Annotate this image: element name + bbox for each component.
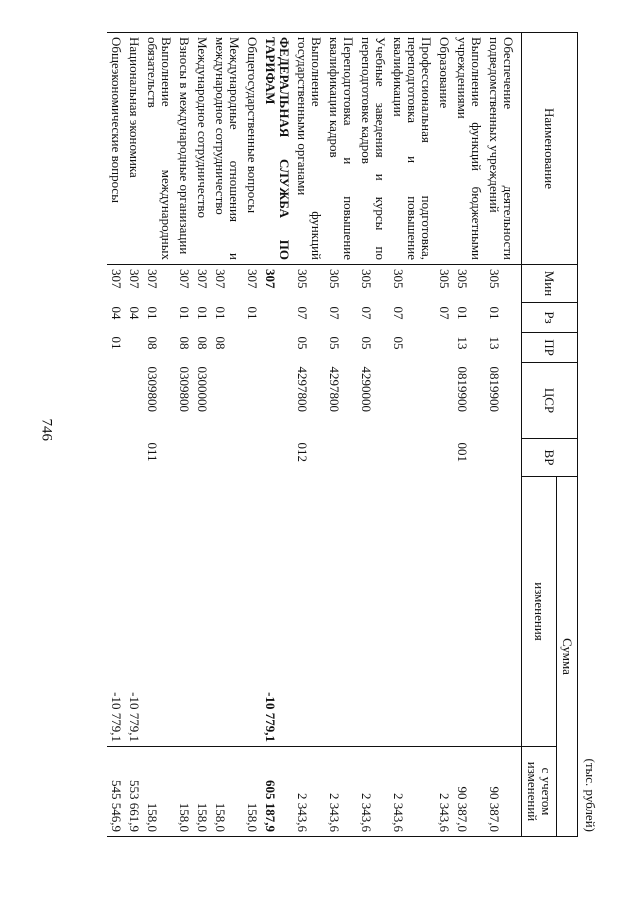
row-rz: 07 [295, 306, 310, 320]
table-row [125, 33, 143, 837]
row-csr [107, 363, 125, 439]
row-rz: 01 [145, 306, 160, 320]
row-name: Общеэкономические вопросы [107, 33, 125, 265]
row-vr [125, 439, 143, 477]
row-rz: 07 [327, 306, 342, 320]
row-rz [261, 303, 293, 333]
row-pr: 08 [145, 336, 160, 350]
row-total: 90 387,0 [453, 747, 485, 837]
row-csr [125, 363, 143, 439]
row-min: 307 [263, 269, 278, 289]
row-csr: 4290000 [359, 366, 374, 412]
table-row [193, 33, 211, 837]
row-vr [243, 439, 261, 477]
row-rz: 07 [359, 306, 374, 320]
row-csr: 4297800 [327, 366, 342, 412]
row-vr [435, 439, 453, 477]
row-pr: 08 [177, 336, 192, 350]
header-rz: Рз [522, 303, 578, 333]
row-pr: 05 [391, 336, 406, 350]
row-rz: 01 [455, 306, 470, 320]
row-changes [325, 477, 357, 747]
row-changes: -10 779,1 [261, 477, 293, 747]
table-row [485, 33, 522, 837]
row-csr: 0300000 [195, 366, 210, 412]
header-sum: Сумма [557, 477, 578, 837]
row-name: Учебные заведения и курсы по переподготовке кадров [357, 33, 389, 265]
row-total: 553 661,9 [125, 747, 143, 837]
row-min: 305 [359, 269, 374, 289]
row-total: 158,0 [175, 747, 193, 837]
row-pr: 05 [327, 336, 342, 350]
row-csr: 4297800 [295, 366, 310, 412]
row-rz: 01 [177, 306, 192, 320]
budget-table [107, 32, 578, 837]
row-vr: 011 [145, 442, 160, 462]
row-pr: 01 [109, 336, 124, 350]
row-csr [243, 363, 261, 439]
row-rz: 01 [487, 306, 502, 320]
row-min: 305 [437, 269, 452, 289]
row-pr [261, 333, 293, 363]
row-changes [389, 477, 435, 747]
table-row [175, 33, 193, 837]
table-row [107, 33, 125, 837]
row-min: 307 [177, 269, 192, 289]
row-vr [193, 439, 211, 477]
row-csr [261, 363, 293, 439]
row-min: 307 [245, 269, 260, 289]
header-csr: ЦСР [522, 363, 578, 439]
row-csr [435, 363, 453, 439]
row-name: ФЕДЕРАЛЬНАЯ СЛУЖБА ПО ТАРИФАМ [261, 33, 293, 265]
row-rz: 01 [213, 306, 228, 320]
row-total: 158,0 [143, 747, 175, 837]
row-changes [293, 477, 325, 747]
row-pr: 13 [487, 336, 502, 350]
row-min: 307 [213, 269, 228, 289]
row-changes: -10 779,1 [125, 477, 143, 747]
row-name: Общегосударственные вопросы [243, 33, 261, 265]
row-pr: 13 [455, 336, 470, 350]
row-min: 305 [295, 269, 310, 289]
table-row [293, 33, 325, 837]
row-vr [175, 439, 193, 477]
row-min: 305 [391, 269, 406, 289]
row-name: Международные отношения и международное сотрудничество [211, 33, 243, 265]
row-name: Национальная экономика [125, 33, 143, 265]
row-name: Обеспечение деятельности подведомственных учреждений [485, 33, 522, 265]
row-csr: 0309800 [177, 366, 192, 412]
row-total: 90 387,0 [485, 747, 522, 837]
row-pr: 05 [359, 336, 374, 350]
row-total: 605 187,9 [261, 747, 293, 837]
row-name: Международное сотрудничество [193, 33, 211, 265]
row-min: 307 [145, 269, 160, 289]
row-changes [357, 477, 389, 747]
row-pr: 08 [195, 336, 210, 350]
row-name: Выполнение функций бюджетными учреждениями [453, 33, 485, 265]
row-total: 2 343,6 [293, 747, 325, 837]
header-row-1 [557, 33, 578, 837]
row-vr: 001 [455, 442, 470, 462]
row-rz: 07 [437, 306, 452, 320]
row-pr: 05 [295, 336, 310, 350]
row-name: Профессиональная подготовка, переподготовка и повышение квалификации [389, 33, 435, 265]
row-rz: 04 [109, 306, 124, 320]
row-vr [261, 439, 293, 477]
row-csr: 0819900 [487, 366, 502, 412]
table-body [107, 33, 522, 837]
page-number: 746 [38, 418, 55, 441]
row-name: Взносы в международные организации [175, 33, 193, 265]
header-changes: изменения [522, 477, 557, 747]
row-rz: 01 [245, 306, 260, 320]
row-pr: 08 [213, 336, 228, 350]
table-row [325, 33, 357, 837]
row-vr: 012 [295, 442, 310, 462]
row-changes [175, 477, 193, 747]
header-with-changes: с учетом изменений [522, 747, 557, 837]
row-vr [357, 439, 389, 477]
row-changes [143, 477, 175, 747]
row-changes [453, 477, 485, 747]
table-row [389, 33, 435, 837]
header-name: Наименование [522, 33, 578, 265]
row-name: Образование [435, 33, 453, 265]
row-csr [211, 363, 243, 439]
table-row [243, 33, 261, 837]
row-pr [435, 333, 453, 363]
row-csr: 0309800 [145, 366, 160, 412]
row-rz: 07 [391, 306, 406, 320]
row-total: 158,0 [193, 747, 211, 837]
row-total: 2 343,6 [389, 747, 435, 837]
row-rz: 01 [195, 306, 210, 320]
table-row [357, 33, 389, 837]
row-changes [193, 477, 211, 747]
row-vr [389, 439, 435, 477]
header-pr: ПР [522, 333, 578, 363]
row-min: 305 [455, 269, 470, 289]
row-csr [389, 363, 435, 439]
row-vr [325, 439, 357, 477]
row-total: 158,0 [211, 747, 243, 837]
header-min: Мин [522, 265, 578, 303]
row-changes [243, 477, 261, 747]
row-total: 158,0 [243, 747, 261, 837]
row-vr [107, 439, 125, 477]
row-changes [211, 477, 243, 747]
table-row [143, 33, 175, 837]
row-min: 307 [195, 269, 210, 289]
row-changes [485, 477, 522, 747]
row-total: 2 343,6 [435, 747, 453, 837]
table-row [453, 33, 485, 837]
units-note: (тыс. рублей) [583, 758, 598, 832]
row-vr [485, 439, 522, 477]
row-total: 2 343,6 [357, 747, 389, 837]
row-min: 305 [327, 269, 342, 289]
row-name: Переподготовка и повышение квалификации кадров [325, 33, 357, 265]
row-rz: 04 [127, 306, 142, 320]
row-changes: -10 779,1 [107, 477, 125, 747]
table-row [435, 33, 453, 837]
row-pr [243, 333, 261, 363]
row-min: 307 [109, 269, 124, 289]
row-min: 307 [127, 269, 142, 289]
row-total: 2 343,6 [325, 747, 357, 837]
table-row [261, 33, 293, 837]
row-pr [125, 333, 143, 363]
row-total: 545 546,9 [107, 747, 125, 837]
row-name: Выполнение функций государственными органами [293, 33, 325, 265]
rotated-page-content [109, 30, 600, 838]
row-changes [435, 477, 453, 747]
header-vr: ВР [522, 439, 578, 477]
row-name: Выполнение международных обязательств [143, 33, 175, 265]
table-row [211, 33, 243, 837]
row-min: 305 [487, 269, 502, 289]
row-vr [211, 439, 243, 477]
row-csr: 0819900 [455, 366, 470, 412]
